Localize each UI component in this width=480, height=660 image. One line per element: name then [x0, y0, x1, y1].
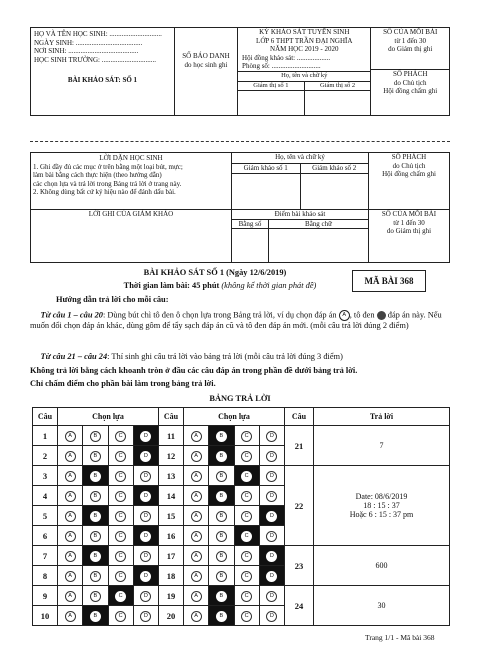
exam-info-cell [238, 28, 371, 116]
option-cell-c[interactable] [234, 526, 259, 546]
answer-row [33, 586, 450, 606]
option-bubble-icon[interactable]: C [241, 451, 252, 462]
option-cell-b[interactable] [209, 446, 234, 466]
grader1-label: Giám khảo số 1 [232, 163, 300, 173]
question-number: 2 [33, 446, 58, 466]
option-bubble-icon[interactable]: A [191, 611, 202, 622]
option-bubble-icon[interactable]: B [90, 611, 101, 622]
code-cell [371, 28, 450, 116]
option-bubble-icon[interactable]: B [216, 511, 227, 522]
score-table [232, 210, 368, 262]
option-cell-c[interactable] [234, 446, 259, 466]
option-bubble-icon[interactable]: D [140, 491, 151, 502]
code-range-2: từ 1 đến 30 [393, 218, 425, 227]
option-cell-a[interactable] [58, 466, 83, 486]
option-bubble-icon[interactable]: D [266, 551, 277, 562]
question-number: 11 [159, 426, 184, 446]
option-cell-a[interactable] [184, 606, 209, 626]
option-cell-a[interactable] [184, 506, 209, 526]
student-birthplace-line[interactable]: NƠI SINH: ........................................ [34, 47, 139, 56]
col-choice-right: Chọn lựa [184, 408, 285, 426]
option-cell-b[interactable] [83, 466, 108, 486]
option-bubble-icon[interactable]: B [90, 591, 101, 602]
guide-1 [30, 310, 450, 332]
grader1-sign-box[interactable] [232, 173, 300, 209]
option-cell-a[interactable] [58, 446, 83, 466]
filled-bubble-icon [377, 311, 386, 320]
rule-2: Chỉ chấm điểm cho phần bài làm trong bảng trả lời. [30, 379, 216, 388]
exam-title-2: LỚP 6 THPT TRẦN ĐẠI NGHĨA [256, 36, 353, 45]
time-note: (không kể thời gian phát đề) [221, 281, 317, 290]
option-bubble-icon[interactable]: C [115, 571, 126, 582]
option-bubble-icon[interactable]: C [115, 591, 126, 602]
code-title-2: SỐ CỦA MỖI BÀI [381, 210, 437, 218]
comment-cell[interactable] [31, 210, 232, 263]
option-bubble-icon[interactable]: D [140, 551, 151, 562]
option-cell-c[interactable] [234, 606, 259, 626]
option-cell-a[interactable] [184, 466, 209, 486]
guide1-text-b: , tô đen [349, 310, 375, 320]
written-question-number: 22 [285, 466, 314, 546]
option-bubble-icon[interactable]: D [140, 611, 151, 622]
proctor2-label: Giám thị số 2 [304, 81, 370, 91]
option-cell-d[interactable] [259, 506, 284, 526]
option-cell-c[interactable] [108, 466, 133, 486]
option-cell-b[interactable] [83, 526, 108, 546]
question-number: 15 [159, 506, 184, 526]
option-bubble-icon[interactable]: C [241, 611, 252, 622]
option-bubble-icon[interactable]: C [241, 431, 252, 442]
proctor1-label: Giám thị số 1 [238, 81, 304, 91]
guide2-head: Từ câu 21 – câu 24 [40, 352, 108, 361]
option-bubble-icon[interactable]: A [191, 571, 202, 582]
option-cell-a[interactable] [184, 526, 209, 546]
question-number: 19 [159, 586, 184, 606]
score-words-box[interactable] [269, 229, 369, 263]
option-bubble-icon[interactable]: A [65, 531, 76, 542]
option-bubble-icon[interactable]: C [115, 531, 126, 542]
phach-council: Hội đồng chấm ghi [383, 87, 438, 96]
grader-sign-table [232, 153, 368, 209]
question-number: 14 [159, 486, 184, 506]
guide1-head: Từ câu 1 – câu 20 [40, 310, 103, 320]
option-bubble-icon[interactable]: B [216, 471, 227, 482]
option-bubble-icon[interactable]: C [115, 611, 126, 622]
question-number: 20 [159, 606, 184, 626]
option-cell-c[interactable] [108, 526, 133, 546]
option-bubble-icon[interactable]: C [241, 551, 252, 562]
option-cell-a[interactable] [58, 606, 83, 626]
option-bubble-icon[interactable]: A [191, 471, 202, 482]
option-cell-c[interactable] [234, 566, 259, 586]
option-cell-a[interactable] [58, 426, 83, 446]
option-cell-d[interactable] [259, 466, 284, 486]
grader2-label: Giám khảo số 2 [300, 163, 368, 173]
option-bubble-icon[interactable]: D [266, 531, 277, 542]
guide-title: Hướng dẫn trả lời cho mỗi câu: [56, 295, 169, 304]
option-cell-b[interactable] [83, 426, 108, 446]
option-cell-b[interactable] [83, 566, 108, 586]
score-title: Điểm bài khảo sát [232, 210, 368, 219]
option-bubble-icon[interactable]: D [266, 511, 277, 522]
grading-table [30, 152, 450, 263]
option-cell-c[interactable] [234, 426, 259, 446]
phach-title-2: SỐ PHÁCH [391, 153, 427, 161]
option-bubble-icon[interactable]: B [216, 571, 227, 582]
guide-2 [30, 352, 450, 363]
option-bubble-icon[interactable]: C [241, 471, 252, 482]
answer-table [32, 407, 450, 626]
option-cell-a[interactable] [58, 506, 83, 526]
option-bubble-icon[interactable]: B [216, 611, 227, 622]
option-bubble-icon[interactable]: A [65, 491, 76, 502]
option-bubble-icon[interactable]: A [65, 471, 76, 482]
advice-line-1: 1. Ghi đầy đủ các mục ở trên bằng một loại bút, mực; [33, 162, 183, 171]
option-cell-d[interactable] [259, 566, 284, 586]
option-cell-d[interactable] [259, 486, 284, 506]
written-answer-line: 18 : 15 : 37 [363, 501, 400, 510]
advice-line-4: 2. Không dùng bất cứ ký hiệu nào để đánh dấu bài. [33, 188, 176, 196]
option-cell-d[interactable] [259, 606, 284, 626]
option-bubble-icon[interactable]: B [90, 531, 101, 542]
code-title: SỐ CỦA MỖI BÀI [383, 28, 438, 36]
option-bubble-icon[interactable]: C [241, 511, 252, 522]
option-cell-d[interactable] [259, 546, 284, 566]
option-bubble-icon[interactable]: C [115, 491, 126, 502]
option-bubble-icon[interactable]: A [65, 551, 76, 562]
option-cell-b[interactable] [83, 606, 108, 626]
option-cell-a[interactable] [58, 486, 83, 506]
option-bubble-icon[interactable]: D [266, 451, 277, 462]
option-bubble-icon[interactable]: C [241, 571, 252, 582]
option-cell-c[interactable] [108, 606, 133, 626]
option-cell-c[interactable] [234, 546, 259, 566]
option-bubble-icon[interactable]: D [266, 471, 277, 482]
option-bubble-icon[interactable]: B [216, 431, 227, 442]
written-answer-cell[interactable] [314, 426, 450, 466]
option-cell-a[interactable] [184, 446, 209, 466]
option-bubble-icon[interactable]: D [140, 451, 151, 462]
option-cell-c[interactable] [108, 446, 133, 466]
option-cell-d[interactable] [133, 566, 158, 586]
written-question-number: 21 [285, 426, 314, 466]
option-bubble-icon[interactable]: D [266, 611, 277, 622]
option-cell-a[interactable] [58, 566, 83, 586]
student-dob-line[interactable]: NGÀY SINH: ...................................... [34, 38, 143, 47]
option-cell-b[interactable] [209, 586, 234, 606]
option-bubble-icon[interactable]: D [266, 431, 277, 442]
col-answer: Trả lời [314, 408, 450, 426]
score-num-label: Bằng số [232, 219, 269, 229]
option-cell-b[interactable] [209, 606, 234, 626]
comment-title: LỜI GHI CỦA GIÁM KHẢO [88, 210, 174, 218]
student-info-cell [31, 28, 175, 116]
option-cell-d[interactable] [133, 426, 158, 446]
option-bubble-icon[interactable]: D [140, 471, 151, 482]
option-cell-c[interactable] [234, 486, 259, 506]
question-number: 17 [159, 546, 184, 566]
question-number: 6 [33, 526, 58, 546]
advice-line-3: các chọn lựa và trả lời trong Bảng trả lời ở trang này. [33, 179, 182, 188]
option-cell-b[interactable] [209, 566, 234, 586]
score-cell [232, 210, 369, 263]
page-footer: Trang 1/1 - Mã bài 368 [365, 633, 435, 642]
cut-line [30, 141, 450, 142]
answer-row [33, 466, 450, 486]
question-number: 1 [33, 426, 58, 446]
written-answer-cell[interactable] [314, 466, 450, 546]
option-bubble-icon[interactable]: A [191, 431, 202, 442]
table-title: BẢNG TRẢ LỜI [209, 394, 271, 403]
proctor-sign-title: Họ, tên và chữ ký [238, 71, 370, 81]
grader-sign-cell [232, 153, 369, 210]
option-bubble-icon[interactable]: D [140, 591, 151, 602]
option-cell-a[interactable] [184, 486, 209, 506]
option-bubble-icon[interactable]: C [115, 551, 126, 562]
option-bubble-icon[interactable]: C [115, 471, 126, 482]
phach-cell-2[interactable] [369, 153, 450, 210]
example-option-icon: A [339, 310, 350, 321]
option-bubble-icon[interactable]: B [216, 491, 227, 502]
option-bubble-icon[interactable]: A [191, 551, 202, 562]
question-number: 4 [33, 486, 58, 506]
written-answer-line: Date: 08/6/2019 [355, 492, 408, 501]
option-bubble-icon[interactable]: D [266, 491, 277, 502]
option-bubble-icon[interactable]: C [241, 531, 252, 542]
option-bubble-icon[interactable]: B [216, 531, 227, 542]
option-cell-a[interactable] [184, 566, 209, 586]
option-bubble-icon[interactable]: D [266, 591, 277, 602]
grader2-sign-box[interactable] [300, 173, 368, 209]
question-number: 8 [33, 566, 58, 586]
code-range: từ 1 đến 30 [394, 36, 427, 45]
written-answer-cell[interactable] [314, 546, 450, 586]
option-bubble-icon[interactable]: A [191, 531, 202, 542]
option-cell-c[interactable] [108, 426, 133, 446]
option-bubble-icon[interactable]: D [140, 531, 151, 542]
option-cell-b[interactable] [209, 426, 234, 446]
option-bubble-icon[interactable]: B [216, 551, 227, 562]
advice-cell [31, 153, 232, 210]
sbd-title: SỐ BÁO DANH [182, 52, 230, 60]
answer-row [33, 426, 450, 446]
option-cell-a[interactable] [184, 426, 209, 446]
guide1-text-a: : Dùng bút chì tô đen ô chọn lựa trong Bảng trả lời, ví dụ chọn đáp án [102, 310, 337, 320]
option-cell-d[interactable] [133, 546, 158, 566]
written-question-number: 24 [285, 586, 314, 626]
option-bubble-icon[interactable]: A [65, 511, 76, 522]
option-bubble-icon[interactable]: B [90, 431, 101, 442]
option-bubble-icon[interactable]: A [65, 431, 76, 442]
sbd-cell[interactable] [174, 28, 237, 116]
phach-by: do Chủ tịch [393, 78, 427, 87]
guide1-text-c: đáp án này. Nếu muốn đổi chọn đáp án khác, dùng gôm để tẩy sạch đáp án cũ và tô đen đáp án mới. (mỗi câu trả lời đúng 2 điểm) [30, 310, 442, 330]
option-cell-a[interactable] [184, 546, 209, 566]
score-words-label: Bằng chữ [269, 219, 369, 229]
option-cell-b[interactable] [83, 546, 108, 566]
student-name-line[interactable]: HỌ VÀ TÊN HỌC SINH: .............................. [34, 30, 162, 38]
question-number: 12 [159, 446, 184, 466]
option-bubble-icon[interactable]: B [216, 451, 227, 462]
option-cell-c[interactable] [108, 486, 133, 506]
option-cell-a[interactable] [58, 586, 83, 606]
option-cell-d[interactable] [133, 586, 158, 606]
option-cell-b[interactable] [209, 506, 234, 526]
question-number: 7 [33, 546, 58, 566]
option-bubble-icon[interactable]: B [90, 471, 101, 482]
advice-title: LỜI DẶN HỌC SINH [99, 154, 163, 162]
col-q-written: Câu [285, 408, 314, 426]
option-cell-c[interactable] [234, 466, 259, 486]
phach-by-2: do Chủ tịch [392, 161, 426, 170]
option-cell-b[interactable] [83, 586, 108, 606]
written-answer-line: Hoặc 6 : 15 : 37 pm [349, 510, 414, 519]
option-cell-d[interactable] [259, 526, 284, 546]
option-bubble-icon[interactable]: A [65, 611, 76, 622]
option-cell-c[interactable] [108, 506, 133, 526]
exam-time [80, 281, 360, 292]
option-cell-d[interactable] [133, 486, 158, 506]
answer-row [33, 546, 450, 566]
option-cell-b[interactable] [209, 466, 234, 486]
exam-title-3: NĂM HỌC 2019 - 2020 [270, 45, 339, 54]
option-cell-d[interactable] [133, 446, 158, 466]
code-cell-2[interactable] [369, 210, 450, 263]
grader-sign-title: Họ, tên và chữ ký [232, 153, 368, 163]
option-bubble-icon[interactable]: A [191, 511, 202, 522]
code-by-2: do Giám thị ghi [386, 227, 432, 235]
option-bubble-icon[interactable]: B [90, 571, 101, 582]
col-choice-left: Chọn lựa [58, 408, 159, 426]
option-cell-b[interactable] [83, 446, 108, 466]
option-bubble-icon[interactable]: D [140, 431, 151, 442]
option-cell-a[interactable] [58, 526, 83, 546]
option-cell-c[interactable] [234, 506, 259, 526]
advice-line-2: làm bài bằng cách thực hiện (theo hướng dẫn) [33, 171, 162, 179]
option-bubble-icon[interactable]: C [241, 591, 252, 602]
option-cell-c[interactable] [234, 586, 259, 606]
option-cell-d[interactable] [259, 586, 284, 606]
option-bubble-icon[interactable]: C [115, 511, 126, 522]
question-number: 16 [159, 526, 184, 546]
written-question-number: 23 [285, 546, 314, 586]
option-bubble-icon[interactable]: B [90, 491, 101, 502]
option-cell-b[interactable] [209, 526, 234, 546]
question-number: 9 [33, 586, 58, 606]
option-cell-b[interactable] [209, 486, 234, 506]
option-cell-c[interactable] [108, 546, 133, 566]
proctor1-sign-box[interactable] [238, 91, 304, 115]
option-bubble-icon[interactable]: A [191, 451, 202, 462]
option-cell-b[interactable] [83, 486, 108, 506]
guide2-text: : Thí sinh ghi câu trả lời vào bảng trả lời (mỗi câu trả lời đúng 3 điểm) [107, 352, 343, 361]
question-number: 13 [159, 466, 184, 486]
option-bubble-icon[interactable]: B [216, 591, 227, 602]
exam-code-box: MÃ BÀI 368 [352, 270, 426, 292]
option-cell-d[interactable] [133, 506, 158, 526]
question-number: 18 [159, 566, 184, 586]
option-bubble-icon[interactable]: D [140, 571, 151, 582]
sheet-label: BÀI KHẢO SÁT: SỐ 1 [67, 76, 138, 85]
option-bubble-icon[interactable]: A [191, 491, 202, 502]
option-cell-d[interactable] [133, 526, 158, 546]
option-cell-d[interactable] [259, 446, 284, 466]
option-bubble-icon[interactable]: A [65, 451, 76, 462]
exam-title: BÀI KHẢO SÁT SỐ 1 (Ngày 12/6/2019) [143, 268, 287, 277]
written-answer-cell[interactable] [314, 586, 450, 626]
written-answer-line: 600 [375, 561, 388, 570]
option-bubble-icon[interactable]: D [266, 571, 277, 582]
header-table [30, 27, 450, 116]
option-bubble-icon[interactable]: B [90, 451, 101, 462]
option-bubble-icon[interactable]: A [65, 571, 76, 582]
student-school-line[interactable]: HỌC SINH TRƯỜNG: ............................... [34, 55, 156, 64]
room-line[interactable]: Phòng số: ............................ [242, 62, 321, 71]
phach-title: SỐ PHÁCH [393, 70, 428, 78]
col-q-right: Câu [159, 408, 184, 426]
option-cell-d[interactable] [133, 466, 158, 486]
phach-box[interactable] [371, 70, 449, 96]
time-label: Thời gian làm bài: 45 phút [123, 281, 220, 290]
option-bubble-icon[interactable]: D [140, 511, 151, 522]
written-answer-line: 30 [377, 601, 386, 610]
question-number: 5 [33, 506, 58, 526]
exam-title-1: KỲ KHẢO SÁT TUYỂN SINH [259, 28, 350, 36]
option-cell-b[interactable] [83, 506, 108, 526]
col-q-left: Câu [33, 408, 58, 426]
sbd-sub: do học sinh ghi [184, 60, 228, 69]
option-cell-d[interactable] [133, 606, 158, 626]
proctor-sign-table [238, 71, 370, 115]
option-bubble-icon[interactable]: B [90, 511, 101, 522]
option-bubble-icon[interactable]: C [115, 431, 126, 442]
question-number: 10 [33, 606, 58, 626]
option-bubble-icon[interactable]: B [90, 551, 101, 562]
option-cell-c[interactable] [108, 566, 133, 586]
phach-council-2: Hội đồng chấm ghi [382, 170, 436, 178]
score-num-box[interactable] [232, 229, 269, 263]
option-cell-d[interactable] [259, 426, 284, 446]
proctor2-sign-box[interactable] [304, 91, 370, 115]
option-bubble-icon[interactable]: C [115, 451, 126, 462]
question-number: 3 [33, 466, 58, 486]
code-box[interactable] [371, 28, 449, 70]
code-by: do Giám thị ghi [388, 45, 433, 54]
option-bubble-icon[interactable]: A [191, 591, 202, 602]
option-cell-a[interactable] [184, 586, 209, 606]
rule-1: Không trả lời bằng cách khoanh tròn ở đầu các câu đáp án trong phần đề dưới bảng trả lời. [30, 366, 358, 375]
option-bubble-icon[interactable]: C [241, 491, 252, 502]
written-answer-line: 7 [379, 441, 384, 450]
option-cell-c[interactable] [108, 586, 133, 606]
option-cell-b[interactable] [209, 546, 234, 566]
option-cell-a[interactable] [58, 546, 83, 566]
council-line[interactable]: Hội đồng khảo sát: ................... [242, 53, 331, 62]
option-bubble-icon[interactable]: A [65, 591, 76, 602]
